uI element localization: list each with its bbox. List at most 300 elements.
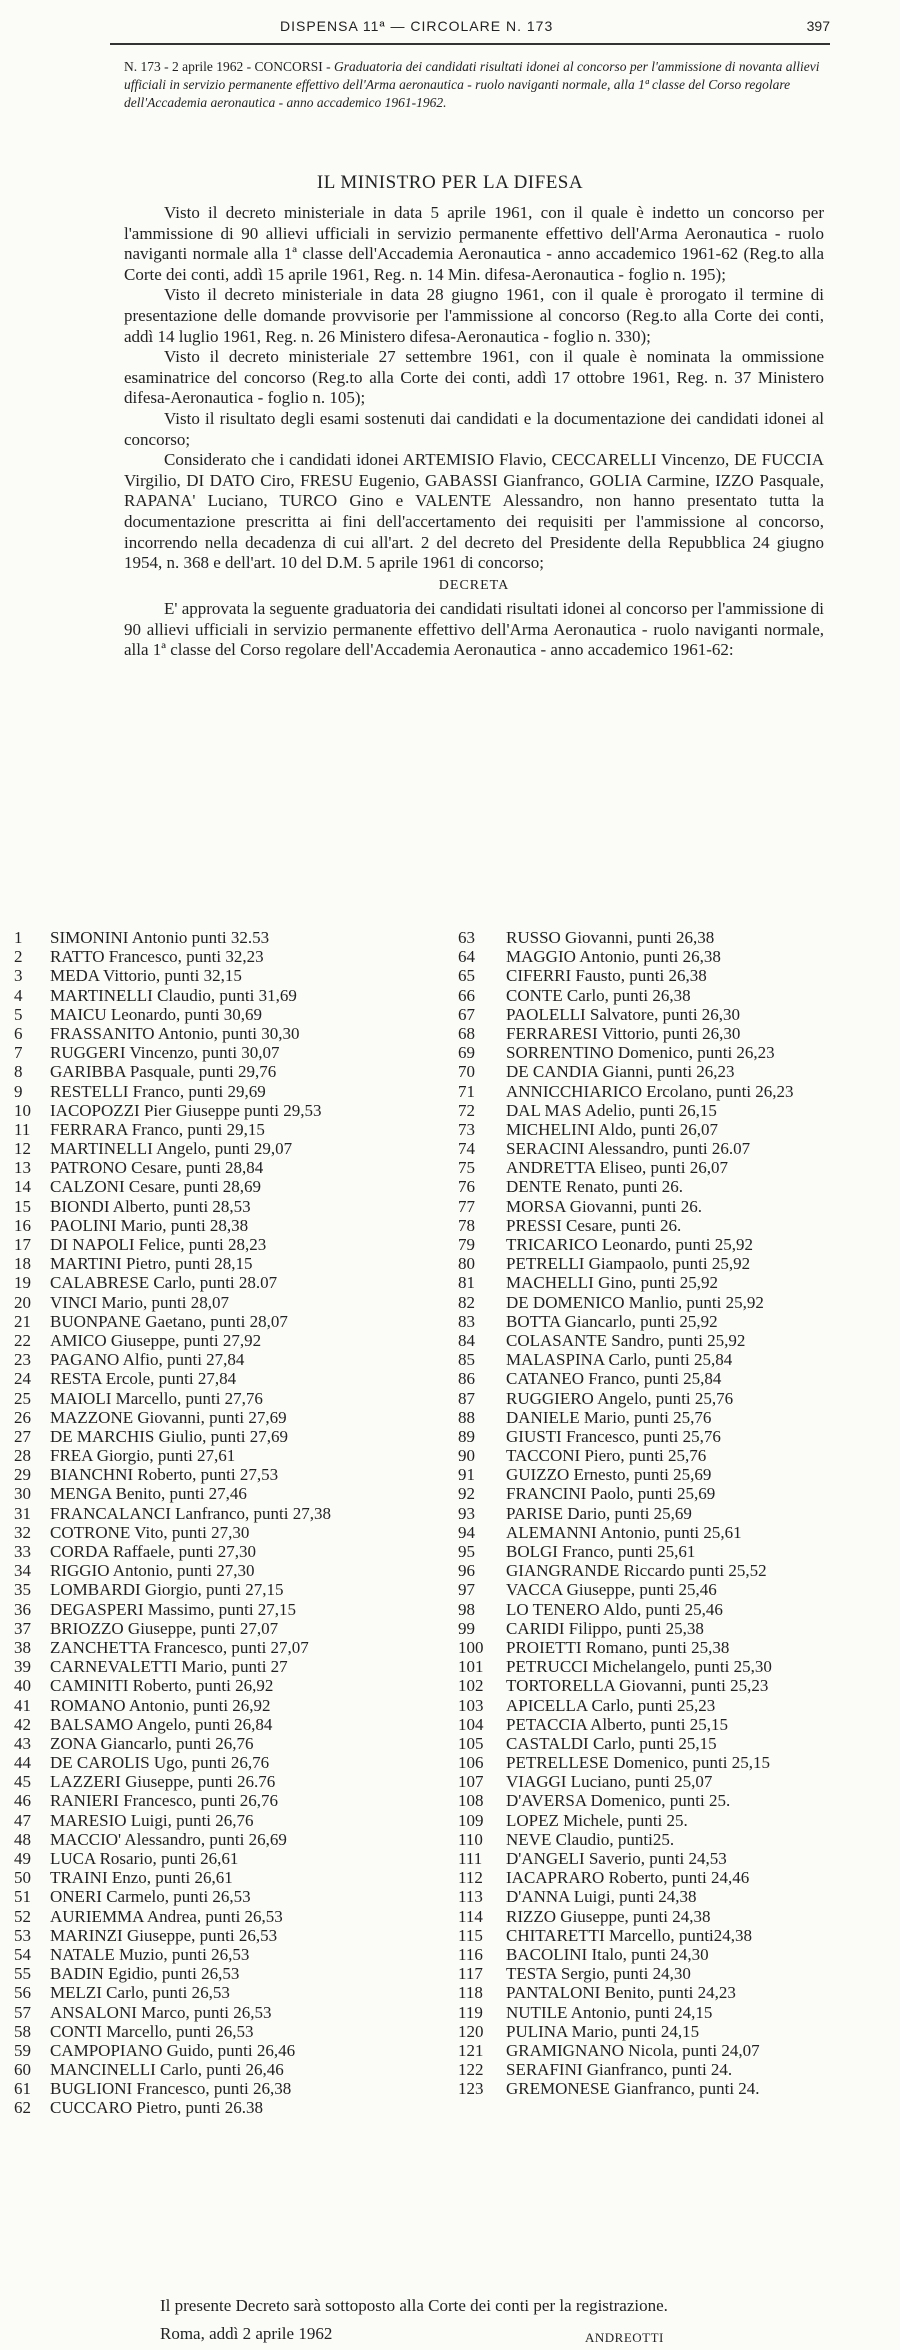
ranking-entry: [14, 1964, 444, 1983]
rank-number: 114: [458, 1906, 483, 1926]
ranking-entry: [458, 1926, 898, 1945]
ranking-entry: [458, 1907, 898, 1926]
ranking-entry: [14, 1254, 444, 1273]
rank-number: 109: [458, 1810, 484, 1830]
candidate-name-score: PATRONO Cesare, punti 28,84: [50, 1158, 264, 1178]
rank-number: 9: [14, 1081, 23, 1101]
candidate-name-score: MANCINELLI Carlo, punti 26,46: [50, 2060, 284, 2080]
candidate-name-score: CIFERRI Fausto, punti 26,38: [506, 966, 707, 986]
rank-number: 105: [458, 1733, 484, 1753]
ranking-entry: [458, 1849, 898, 1868]
candidate-name-score: CALZONI Cesare, punti 28,69: [50, 1177, 262, 1197]
rank-number: 67: [458, 1004, 475, 1024]
candidate-name-score: MALASPINA Carlo, punti 25,84: [506, 1350, 733, 1370]
ranking-entry: [14, 1484, 444, 1503]
ranking-entry: [14, 1197, 444, 1216]
rank-number: 79: [458, 1235, 475, 1254]
candidate-name-score: FRANCINI Paolo, punti 25,69: [506, 1484, 716, 1504]
ranking-entry: [14, 1772, 444, 1791]
candidate-name-score: D'AVERSA Domenico, punti 25.: [506, 1791, 731, 1811]
ranking-entry: [458, 1197, 898, 1216]
ranking-entry: [458, 1350, 898, 1369]
candidate-name-score: NEVE Claudio, punti25.: [506, 1829, 675, 1849]
rank-number: 39: [14, 1657, 31, 1677]
ranking-entry: [14, 1389, 444, 1408]
rank-number: 46: [14, 1791, 31, 1811]
ranking-entry: [14, 1216, 444, 1235]
rank-number: 80: [458, 1254, 475, 1274]
candidate-name-score: SERACINI Alessandro, punti 26.07: [506, 1139, 751, 1159]
candidate-name-score: BUONPANE Gaetano, punti 28,07: [50, 1311, 288, 1331]
candidate-name-score: DANIELE Mario, punti 25,76: [506, 1407, 712, 1427]
ranking-entry: [458, 1369, 898, 1388]
ranking-entry: [458, 1408, 898, 1427]
candidate-name-score: TRICARICO Leonardo, punti 25,92: [506, 1235, 753, 1254]
rank-number: 72: [458, 1100, 475, 1120]
ranking-entry: [14, 1811, 444, 1830]
candidate-name-score: GIUSTI Francesco, punti 25,76: [506, 1426, 721, 1446]
candidate-name-score: MAIOLI Marcello, punti 27,76: [50, 1388, 263, 1408]
ranking-list-left: [14, 928, 444, 2118]
candidate-name-score: BADIN Egidio, punti 26,53: [50, 1964, 240, 1984]
rank-number: 110: [458, 1829, 483, 1849]
decree-heading: [124, 58, 824, 112]
candidate-name-score: RATTO Francesco, punti 32,23: [50, 947, 264, 967]
candidate-name-score: FREA Giorgio, punti 27,61: [50, 1446, 236, 1466]
candidate-name-score: VIAGGI Luciano, punti 25,07: [506, 1772, 713, 1792]
candidate-name-score: DE CANDIA Gianni, punti 26,23: [506, 1062, 735, 1082]
header-rule: [110, 43, 830, 45]
candidate-name-score: PULINA Mario, punti 24,15: [506, 2021, 700, 2041]
rank-number: 111: [458, 1849, 483, 1868]
candidate-name-score: COLASANTE Sandro, punti 25,92: [506, 1330, 746, 1350]
ranking-entry: [14, 928, 444, 947]
rank-number: 64: [458, 947, 475, 967]
candidate-name-score: PETRELLI Giampaolo, punti 25,92: [506, 1254, 751, 1274]
rank-number: 50: [14, 1868, 31, 1888]
candidate-name-score: PARISE Dario, punti 25,69: [506, 1503, 692, 1523]
rank-number: 60: [14, 2060, 31, 2080]
candidate-name-score: RIGGIO Antonio, punti 27,30: [50, 1561, 255, 1581]
candidate-name-score: LAZZERI Giuseppe, punti 26.76: [50, 1772, 276, 1792]
ranking-entry: [458, 2060, 898, 2079]
candidate-name-score: ZANCHETTA Francesco, punti 27,07: [50, 1637, 309, 1657]
ranking-entry: [458, 1715, 898, 1734]
rank-number: 28: [14, 1446, 31, 1466]
rank-number: 30: [14, 1484, 31, 1504]
ranking-entry: [458, 1101, 898, 1120]
rank-number: 85: [458, 1350, 475, 1370]
rank-number: 37: [14, 1618, 31, 1638]
rank-number: 102: [458, 1676, 484, 1696]
ranking-entry: [14, 2003, 444, 2022]
candidate-name-score: ANDRETTA Eliseo, punti 26,07: [506, 1158, 728, 1178]
rank-number: 23: [14, 1350, 31, 1370]
rank-number: 123: [458, 2079, 484, 2099]
rank-number: 81: [458, 1273, 475, 1293]
rank-number: 62: [14, 2098, 31, 2118]
rank-number: 118: [458, 1983, 483, 2003]
ranking-entry: [458, 1293, 898, 1312]
candidate-name-score: D'ANGELI Saverio, punti 24,53: [506, 1849, 727, 1868]
candidate-name-score: LUCA Rosario, punti 26,61: [50, 1849, 239, 1868]
rank-number: 20: [14, 1292, 31, 1312]
candidate-name-score: CARNEVALETTI Mario, punti 27: [50, 1657, 288, 1677]
ranking-entry: [14, 1427, 444, 1446]
rank-number: 86: [458, 1369, 475, 1389]
candidate-name-score: NUTILE Antonio, punti 24,15: [506, 2002, 713, 2022]
candidate-name-score: FERRARESI Vittorio, punti 26,30: [506, 1023, 741, 1043]
candidate-name-score: MARTINI Pietro, punti 28,15: [50, 1254, 253, 1274]
candidate-name-score: MENGA Benito, punti 27,46: [50, 1484, 247, 1504]
rank-number: 32: [14, 1522, 31, 1542]
candidate-name-score: TESTA Sergio, punti 24,30: [506, 1964, 691, 1984]
candidate-name-score: MAICU Leonardo, punti 30,69: [50, 1004, 263, 1024]
rank-number: 119: [458, 2002, 483, 2022]
rank-number: 58: [14, 2021, 31, 2041]
rank-number: 121: [458, 2040, 484, 2060]
rank-number: 15: [14, 1196, 31, 1216]
rank-number: 53: [14, 1925, 31, 1945]
rank-number: 71: [458, 1081, 475, 1101]
ranking-entry: [14, 2022, 444, 2041]
candidate-name-score: PAOLINI Mario, punti 28,38: [50, 1215, 249, 1235]
ranking-entry: [458, 1830, 898, 1849]
candidate-name-score: MEDA Vittorio, punti 32,15: [50, 966, 242, 986]
candidate-name-score: BIONDI Alberto, punti 28,53: [50, 1196, 251, 1216]
ranking-entry: [14, 1446, 444, 1465]
footer-note: Il presente Decreto sarà sottoposto alla Corte dei conti per la registrazione.: [160, 2296, 668, 2315]
candidate-name-score: AURIEMMA Andrea, punti 26,53: [50, 1906, 283, 1926]
candidate-name-score: LOPEZ Michele, punti 25.: [506, 1810, 688, 1830]
ranking-entry: [14, 2060, 444, 2079]
candidate-name-score: PAGANO Alfio, punti 27,84: [50, 1350, 245, 1370]
rank-number: 89: [458, 1426, 475, 1446]
heading-text: Graduatoria dei candidati risultati idonei al concorso per l'ammissione di novanta allievi ufficiali in servizio permanente effettivo dell'Arma aeronautica - ruolo naviganti normale, alla 1ª classe del Corso regolare dell'Accademia aeronautica - anno accademico 1961-1962.: [124, 59, 820, 110]
ranking-entry: [458, 1312, 898, 1331]
candidate-name-score: ROMANO Antonio, punti 26,92: [50, 1695, 271, 1715]
rank-number: 63: [458, 928, 475, 947]
candidate-name-score: FRASSANITO Antonio, punti 30,30: [50, 1023, 300, 1043]
rank-number: 24: [14, 1369, 31, 1389]
candidate-name-score: MARINZI Giuseppe, punti 26,53: [50, 1925, 278, 1945]
candidate-name-score: ALEMANNI Antonio, punti 25,61: [506, 1522, 742, 1542]
ranking-entry: [14, 2079, 444, 2098]
ranking-entry: [458, 1484, 898, 1503]
ranking-entry: [14, 1082, 444, 1101]
ranking-entry: [14, 1024, 444, 1043]
rank-number: 3: [14, 966, 23, 986]
candidate-name-score: GUIZZO Ernesto, punti 25,69: [506, 1465, 712, 1485]
rank-number: 75: [458, 1158, 475, 1178]
candidate-name-score: CASTALDI Carlo, punti 25,15: [506, 1733, 717, 1753]
rank-number: 61: [14, 2079, 31, 2099]
ranking-entry: [14, 1907, 444, 1926]
candidate-name-score: CALABRESE Carlo, punti 28.07: [50, 1273, 278, 1293]
candidate-name-score: RESTELLI Franco, punti 29,69: [50, 1081, 266, 1101]
ranking-entry: [458, 2041, 898, 2060]
rank-number: 88: [458, 1407, 475, 1427]
rank-number: 97: [458, 1580, 475, 1600]
rank-number: 55: [14, 1964, 31, 1984]
rank-number: 122: [458, 2060, 484, 2080]
candidate-name-score: RUSSO Giovanni, punti 26,38: [506, 928, 715, 947]
rank-number: 8: [14, 1062, 23, 1082]
ranking-entry: [458, 1772, 898, 1791]
ranking-entry: [14, 1657, 444, 1676]
rank-number: 112: [458, 1868, 483, 1888]
candidate-name-score: MORSA Giovanni, punti 26.: [506, 1196, 702, 1216]
rank-number: 92: [458, 1484, 475, 1504]
rank-number: 5: [14, 1004, 23, 1024]
signature: ANDREOTTI: [585, 2330, 664, 2345]
candidate-name-score: RUGGERI Vincenzo, punti 30,07: [50, 1043, 280, 1063]
candidate-name-score: RUGGIERO Angelo, punti 25,76: [506, 1388, 734, 1408]
rank-number: 47: [14, 1810, 31, 1830]
ranking-entry: [458, 966, 898, 985]
candidate-name-score: PROIETTI Romano, punti 25,38: [506, 1637, 730, 1657]
rank-number: 56: [14, 1983, 31, 2003]
ranking-entry: [458, 2003, 898, 2022]
rank-number: 48: [14, 1829, 31, 1849]
candidate-name-score: BOLGI Franco, punti 25,61: [506, 1542, 696, 1561]
ranking-entry: [14, 1868, 444, 1887]
candidate-name-score: CUCCARO Pietro, punti 26.38: [50, 2098, 263, 2118]
paragraph: Visto il risultato degli esami sostenuti dai candidati e la documentazione dei candidati idonei al concorso;: [124, 408, 824, 449]
ranking-entry: [458, 1542, 898, 1561]
candidate-name-score: VACCA Giuseppe, punti 25,46: [506, 1580, 717, 1600]
ranking-entry: [14, 1696, 444, 1715]
ranking-entry: [458, 1082, 898, 1101]
ranking-entry: [14, 1158, 444, 1177]
candidate-name-score: BACOLINI Italo, punti 24,30: [506, 1944, 709, 1964]
candidate-name-score: RIZZO Giuseppe, punti 24,38: [506, 1906, 711, 1926]
rank-number: 69: [458, 1043, 475, 1063]
ranking-entry: [14, 1600, 444, 1619]
candidate-name-score: PAOLELLI Salvatore, punti 26,30: [506, 1004, 741, 1024]
candidate-name-score: MARTINELLI Angelo, punti 29,07: [50, 1139, 293, 1159]
rank-number: 21: [14, 1311, 31, 1331]
rank-number: 59: [14, 2040, 31, 2060]
candidate-name-score: ONERI Carmelo, punti 26,53: [50, 1887, 251, 1907]
rank-number: 96: [458, 1561, 475, 1581]
rank-number: 25: [14, 1388, 31, 1408]
ranking-entry: [458, 1868, 898, 1887]
ranking-entry: [14, 966, 444, 985]
candidate-name-score: PETACCIA Alberto, punti 25,15: [506, 1714, 729, 1734]
ranking-entry: [458, 1177, 898, 1196]
candidate-name-score: CONTE Carlo, punti 26,38: [506, 985, 691, 1005]
paragraph: Considerato che i candidati idonei ARTEMISIO Flavio, CECCARELLI Vincenzo, DE FUCCIA Virgilio, DI DATO Ciro, FRESU Eugenio, GABASSI Gianfranco, GOLIA Carmine, IZZO Pasquale, RAPANA' Luciano, TURCO Gino e VALENTE Alessandro, non hanno presentato tutta la documentazione prescritta ai fini dell'accertamento dei requisiti per l'ammissione al concorso, incorrendo nella decadenza di cui all'art. 2 del decreto del Presidente della Repubblica 24 giugno 1954, n. 368 e dell'art. 10 del D.M. 5 aprile 1961 di concorso;: [124, 450, 824, 573]
candidate-name-score: MICHELINI Aldo, punti 26,07: [506, 1119, 719, 1139]
rank-number: 19: [14, 1273, 31, 1293]
rank-number: 42: [14, 1714, 31, 1734]
ranking-entry: [458, 1043, 898, 1062]
rank-number: 40: [14, 1676, 31, 1696]
candidate-name-score: TACCONI Piero, punti 25,76: [506, 1446, 707, 1466]
candidate-name-score: SORRENTINO Domenico, punti 26,23: [506, 1043, 775, 1063]
paragraph: Visto il decreto ministeriale in data 28 giugno 1961, con il quale è prorogato il termine di presentazione delle domande provvisorie per l'ammissione al concorso (Reg.to alla Corte dei conti, addì 14 luglio 1961, Reg. n. 26 Ministero difesa-Aeronautica - foglio n. 330);: [124, 285, 824, 346]
candidate-name-score: PETRUCCI Michelangelo, punti 25,30: [506, 1657, 772, 1677]
rank-number: 91: [458, 1465, 475, 1485]
ranking-entry: [458, 986, 898, 1005]
ranking-entry: [458, 1139, 898, 1158]
ranking-entry: [458, 1005, 898, 1024]
ranking-entry: [14, 1926, 444, 1945]
page-number: 397: [806, 18, 830, 34]
ranking-entry: [14, 1350, 444, 1369]
rank-number: 7: [14, 1043, 23, 1063]
decreta-heading: DECRETA: [438, 577, 510, 593]
rank-number: 18: [14, 1254, 31, 1274]
rank-number: 16: [14, 1215, 31, 1235]
rank-number: 17: [14, 1235, 31, 1254]
ranking-entry: [458, 1983, 898, 2002]
rank-number: 94: [458, 1522, 475, 1542]
ranking-entry: [458, 1676, 898, 1695]
candidate-name-score: IACAPRARO Roberto, punti 24,46: [506, 1868, 750, 1888]
rank-number: 14: [14, 1177, 31, 1197]
rank-number: 2: [14, 947, 23, 967]
ranking-entry: [458, 1120, 898, 1139]
rank-number: 34: [14, 1561, 31, 1581]
ranking-entry: [14, 1561, 444, 1580]
ranking-entry: [14, 1177, 444, 1196]
rank-number: 74: [458, 1139, 475, 1159]
candidate-name-score: COTRONE Vito, punti 27,30: [50, 1522, 250, 1542]
ranking-entry: [458, 1734, 898, 1753]
rank-number: 22: [14, 1330, 31, 1350]
page-header: [110, 18, 830, 40]
ranking-entry: [14, 1504, 444, 1523]
candidate-name-score: RANIERI Francesco, punti 26,76: [50, 1791, 279, 1811]
rank-number: 78: [458, 1215, 475, 1235]
rank-number: 70: [458, 1062, 475, 1082]
ranking-entry: [458, 947, 898, 966]
rank-number: 120: [458, 2021, 484, 2041]
ranking-entry: [14, 1983, 444, 2002]
candidate-name-score: DENTE Renato, punti 26.: [506, 1177, 684, 1197]
rank-number: 77: [458, 1196, 475, 1216]
candidate-name-score: DAL MAS Adelio, punti 26,15: [506, 1100, 717, 1120]
ranking-entry: [458, 1465, 898, 1484]
ranking-entry: [458, 1561, 898, 1580]
candidate-name-score: CORDA Raffaele, punti 27,30: [50, 1542, 257, 1561]
candidate-name-score: NATALE Muzio, punti 26,53: [50, 1944, 250, 1964]
ranking-entry: [458, 1389, 898, 1408]
ranking-entry: [14, 1849, 444, 1868]
candidate-name-score: CAMPOPIANO Guido, punti 26,46: [50, 2040, 296, 2060]
rank-number: 115: [458, 1925, 483, 1945]
candidate-name-score: DE CAROLIS Ugo, punti 26,76: [50, 1753, 270, 1773]
ranking-entry: [458, 1638, 898, 1657]
candidate-name-score: BOTTA Giancarlo, punti 25,92: [506, 1311, 718, 1331]
rank-number: 90: [458, 1446, 475, 1466]
rank-number: 38: [14, 1637, 31, 1657]
rank-number: 101: [458, 1657, 484, 1677]
rank-number: 43: [14, 1733, 31, 1753]
candidate-name-score: MACHELLI Gino, punti 25,92: [506, 1273, 719, 1293]
ranking-entry: [458, 2079, 898, 2098]
ranking-entry: [14, 1005, 444, 1024]
candidate-name-score: DI NAPOLI Felice, punti 28,23: [50, 1235, 267, 1254]
ranking-entry: [14, 1465, 444, 1484]
candidate-name-score: D'ANNA Luigi, punti 24,38: [506, 1887, 697, 1907]
rank-number: 107: [458, 1772, 484, 1792]
ranking-entry: [14, 1293, 444, 1312]
candidate-name-score: CAMINITI Roberto, punti 26,92: [50, 1676, 274, 1696]
ranking-entry: [14, 1120, 444, 1139]
rank-number: 66: [458, 985, 475, 1005]
candidate-name-score: GRAMIGNANO Nicola, punti 24,07: [506, 2040, 760, 2060]
candidate-name-score: BALSAMO Angelo, punti 26,84: [50, 1714, 273, 1734]
ranking-entry: [458, 1446, 898, 1465]
rank-number: 52: [14, 1906, 31, 1926]
ranking-entry: [458, 1504, 898, 1523]
header-title: DISPENSA 11ª — CIRCOLARE N. 173: [280, 18, 554, 34]
rank-number: 76: [458, 1177, 475, 1197]
ranking-entry: [458, 1273, 898, 1292]
rank-number: 11: [14, 1119, 31, 1139]
ranking-entry: [14, 1523, 444, 1542]
ranking-entry: [458, 1945, 898, 1964]
ranking-entry: [458, 2022, 898, 2041]
rank-number: 104: [458, 1714, 484, 1734]
candidate-name-score: LOMBARDI Giorgio, punti 27,15: [50, 1580, 284, 1600]
ranking-entry: [14, 1369, 444, 1388]
rank-number: 45: [14, 1772, 31, 1792]
rank-number: 84: [458, 1330, 475, 1350]
candidate-name-score: GIANGRANDE Riccardo punti 25,52: [506, 1561, 767, 1581]
decree-text: E' approvata la seguente graduatoria dei candidati risultati idonei al concorso per l'ammissione di 90 allievi ufficiali in servizio permanente effettivo dell'Arma Aeronautica - ruolo naviganti normale, alla 1ª classe del Corso regolare dell'Accademia Aeronautica - anno accademico 1961-62:: [124, 599, 824, 660]
rank-number: 117: [458, 1964, 483, 1984]
ranking-entry: [14, 1273, 444, 1292]
ranking-entry: [14, 1945, 444, 1964]
candidate-name-score: GREMONESE Gianfranco, punti 24.: [506, 2079, 760, 2099]
heading-lead: N. 173 - 2 aprile 1962 - CONCORSI -: [124, 59, 334, 74]
ranking-entry: [14, 1043, 444, 1062]
rank-number: 13: [14, 1158, 31, 1178]
ranking-entry: [458, 1331, 898, 1350]
decree-body: [124, 203, 824, 661]
candidate-name-score: PANTALONI Benito, punti 24,23: [506, 1983, 736, 2003]
rank-number: 106: [458, 1753, 484, 1773]
ranking-entry: [14, 1830, 444, 1849]
ranking-entry: [458, 1887, 898, 1906]
ranking-entry: [14, 1542, 444, 1561]
candidate-name-score: MELZI Carlo, punti 26,53: [50, 1983, 230, 2003]
rank-number: 57: [14, 2002, 31, 2022]
ranking-entry: [14, 1887, 444, 1906]
ranking-entry: [458, 1811, 898, 1830]
candidate-name-score: MARESIO Luigi, punti 26,76: [50, 1810, 254, 1830]
candidate-name-score: PRESSI Cesare, punti 26.: [506, 1215, 682, 1235]
ranking-entry: [14, 1638, 444, 1657]
rank-number: 44: [14, 1753, 31, 1773]
candidate-name-score: APICELLA Carlo, punti 25,23: [506, 1695, 716, 1715]
ranking-entry: [14, 1619, 444, 1638]
ranking-entry: [14, 1235, 444, 1254]
ranking-entry: [14, 986, 444, 1005]
candidate-name-score: ANNICCHIARICO Ercolano, punti 26,23: [506, 1081, 794, 1101]
rank-number: 103: [458, 1695, 484, 1715]
candidate-name-score: BRIOZZO Giuseppe, punti 27,07: [50, 1618, 279, 1638]
ranking-entry: [14, 1791, 444, 1810]
candidate-name-score: BIANCHNI Roberto, punti 27,53: [50, 1465, 279, 1485]
candidate-name-score: GARIBBA Pasquale, punti 29,76: [50, 1062, 277, 1082]
candidate-name-score: CATANEO Franco, punti 25,84: [506, 1369, 722, 1389]
ranking-entry: [458, 1523, 898, 1542]
